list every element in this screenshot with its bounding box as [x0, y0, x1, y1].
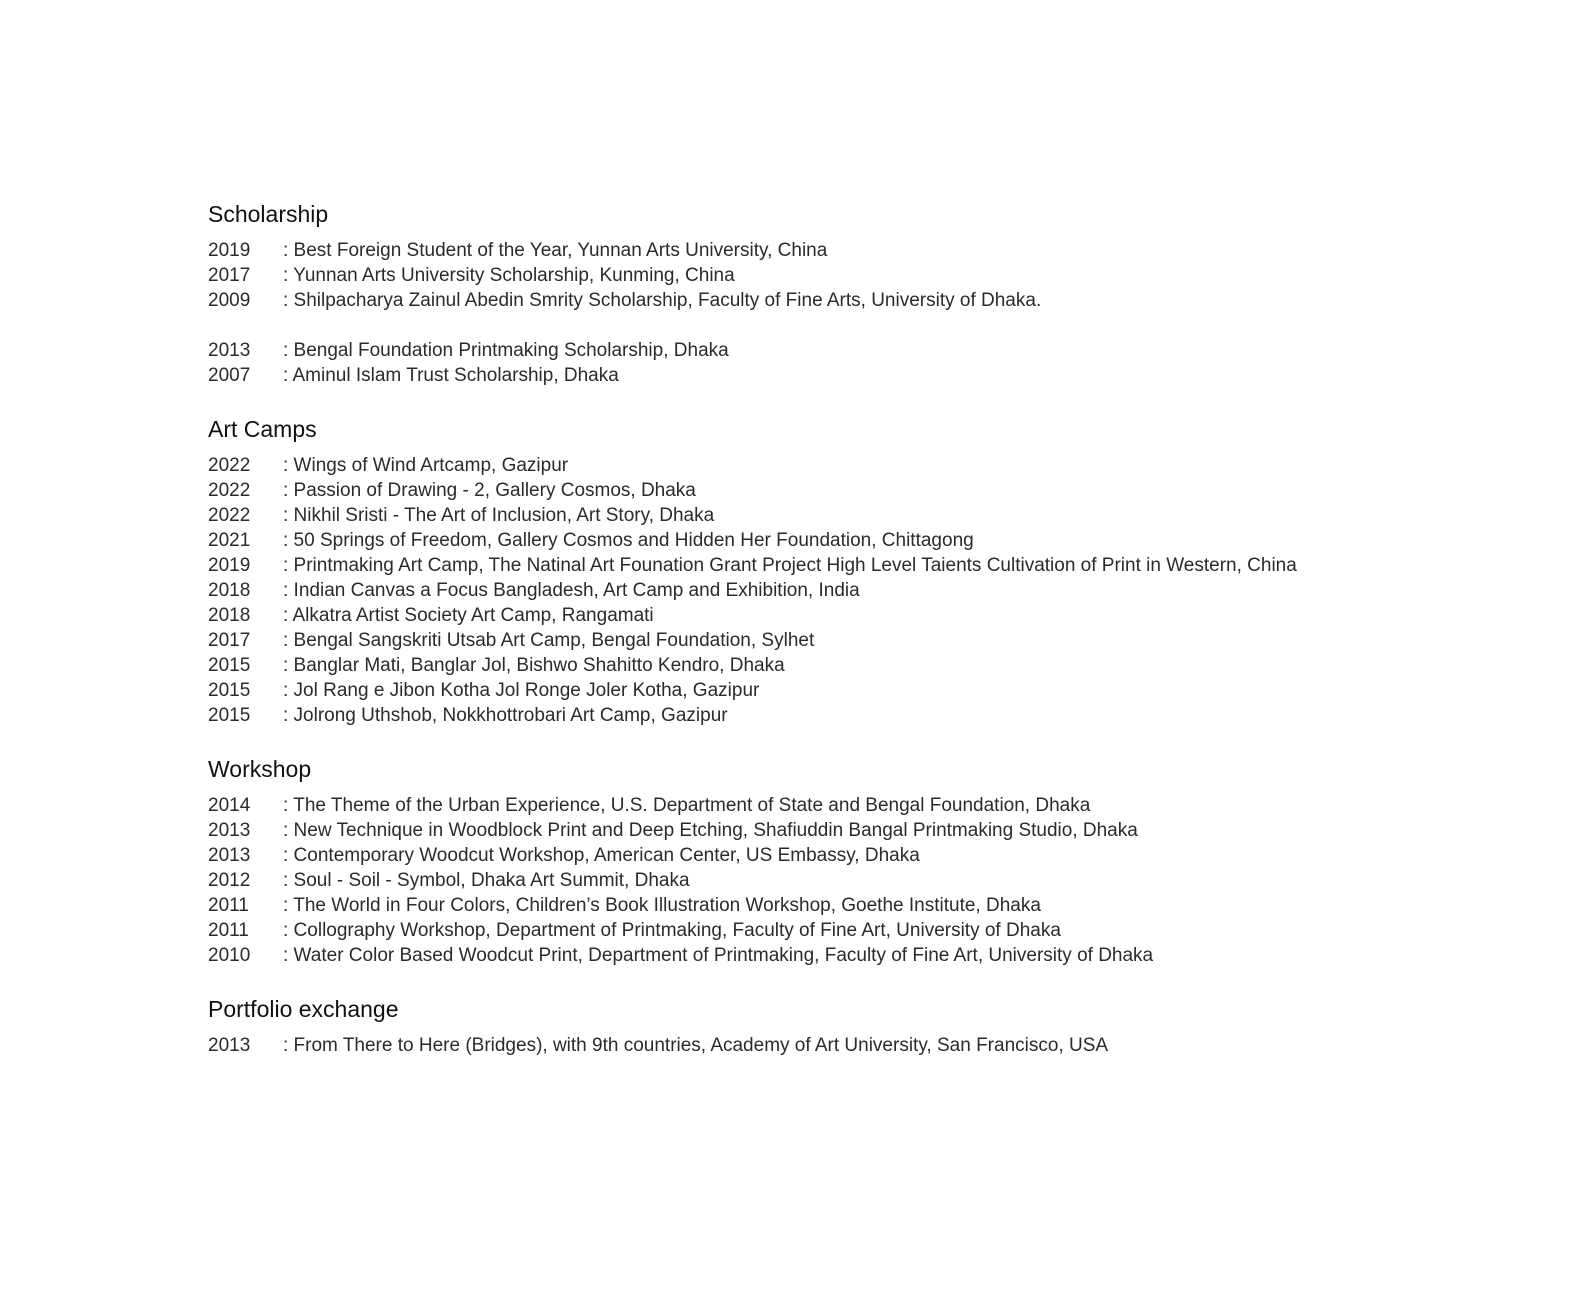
entry-year: 2007: [208, 365, 251, 386]
entry-year: 2018: [208, 605, 251, 626]
entry-text: : Soul - Soil - Symbol, Dhaka Art Summit, Dhaka: [283, 870, 690, 891]
list-item: [208, 653, 1508, 678]
entry-text: : Bengal Foundation Printmaking Scholarship, Dhaka: [283, 340, 729, 361]
list-item: [208, 363, 1508, 388]
entry-year: 2021: [208, 530, 251, 551]
list-item: [208, 478, 1508, 503]
section-title-workshop: Workshop: [208, 756, 312, 782]
section-portfolio-exchange: [208, 994, 1508, 1058]
list-item: [208, 678, 1508, 703]
entry-year: 2015: [208, 655, 251, 676]
list-item: [208, 868, 1508, 893]
list-item: [208, 603, 1508, 628]
entry-year: 2015: [208, 680, 251, 701]
entry-text: : Passion of Drawing - 2, Gallery Cosmos, Dhaka: [283, 480, 696, 501]
entry-year: 2022: [208, 480, 251, 501]
entry-text: : Indian Canvas a Focus Bangladesh, Art Camp and Exhibition, India: [283, 580, 860, 601]
entry-text: : Water Color Based Woodcut Print, Department of Printmaking, Faculty of Fine Art, University of Dhaka: [283, 945, 1154, 966]
entry-year: 2022: [208, 455, 251, 476]
entry-text: : From There to Here (Bridges), with 9th countries, Academy of Art University, San Francisco, USA: [283, 1035, 1109, 1056]
entry-year: 2012: [208, 870, 251, 891]
entry-year: 2009: [208, 290, 251, 311]
entry-year: 2010: [208, 945, 251, 966]
entry-year: 2017: [208, 265, 251, 286]
list-item: [208, 893, 1508, 918]
section-title-art-camps: Art Camps: [208, 416, 317, 442]
entry-text: : Banglar Mati, Banglar Jol, Bishwo Shahitto Kendro, Dhaka: [283, 655, 785, 676]
entry-text: : New Technique in Woodblock Print and Deep Etching, Shafiuddin Bangal Printmaking Studio, Dhaka: [283, 820, 1138, 841]
entry-text: : Bengal Sangskriti Utsab Art Camp, Bengal Foundation, Sylhet: [283, 630, 815, 651]
workshop-list: [208, 793, 1508, 968]
entry-year: 2022: [208, 505, 251, 526]
section-gap: [208, 728, 1508, 754]
entry-text: : Aminul Islam Trust Scholarship, Dhaka: [283, 365, 619, 386]
entry-year: 2013: [208, 845, 251, 866]
list-item: [208, 918, 1508, 943]
entry-text: : Printmaking Art Camp, The Natinal Art Founation Grant Project High Level Taients Cultivation of Print in Western, China: [283, 555, 1297, 576]
entry-text: : The World in Four Colors, Children’s Book Illustration Workshop, Goethe Institute, Dhaka: [283, 895, 1041, 916]
entry-text: : Yunnan Arts University Scholarship, Kunming, China: [283, 265, 735, 286]
entry-text: : Best Foreign Student of the Year, Yunnan Arts University, China: [283, 240, 828, 261]
entry-year: 2019: [208, 240, 251, 261]
section-gap: [208, 968, 1508, 994]
entry-year: 2018: [208, 580, 251, 601]
entry-year: 2013: [208, 1035, 251, 1056]
section-title-scholarship: Scholarship: [208, 201, 329, 227]
blank-line: [208, 313, 1508, 338]
list-item: [208, 943, 1508, 968]
entry-text: : The Theme of the Urban Experience, U.S. Department of State and Bengal Foundation, Dhaka: [283, 795, 1091, 816]
portfolio-exchange-list: [208, 1033, 1508, 1058]
entry-text: : Nikhil Sristi - The Art of Inclusion, Art Story, Dhaka: [283, 505, 715, 526]
entry-year: 2015: [208, 705, 251, 726]
section-gap: [208, 388, 1508, 414]
entry-text: : Contemporary Woodcut Workshop, American Center, US Embassy, Dhaka: [283, 845, 920, 866]
list-item: [208, 628, 1508, 653]
section-scholarship: [208, 199, 1508, 388]
list-item: [208, 528, 1508, 553]
section-art-camps: [208, 414, 1508, 728]
entry-text: : Jol Rang e Jibon Kotha Jol Ronge Joler Kotha, Gazipur: [283, 680, 760, 701]
list-item: [208, 703, 1508, 728]
list-item: [208, 578, 1508, 603]
entry-text: : Collography Workshop, Department of Printmaking, Faculty of Fine Art, University of Dhaka: [283, 920, 1061, 941]
list-item: [208, 288, 1508, 313]
list-item: [208, 818, 1508, 843]
entry-year: 2013: [208, 820, 251, 841]
list-item: [208, 503, 1508, 528]
scholarship-list: [208, 238, 1508, 388]
list-item: [208, 238, 1508, 263]
list-item: [208, 793, 1508, 818]
section-workshop: [208, 754, 1508, 968]
entry-year: 2019: [208, 555, 251, 576]
entry-year: 2017: [208, 630, 251, 651]
list-item: [208, 263, 1508, 288]
entry-text: : Alkatra Artist Society Art Camp, Rangamati: [283, 605, 654, 626]
entry-text: : 50 Springs of Freedom, Gallery Cosmos and Hidden Her Foundation, Chittagong: [283, 530, 974, 551]
list-item: [208, 453, 1508, 478]
entry-year: 2011: [208, 920, 249, 941]
entry-text: : Jolrong Uthshob, Nokkhottrobari Art Camp, Gazipur: [283, 705, 728, 726]
section-title-portfolio-exchange: Portfolio exchange: [208, 996, 399, 1022]
entry-year: 2013: [208, 340, 251, 361]
list-item: [208, 843, 1508, 868]
entry-text: : Wings of Wind Artcamp, Gazipur: [283, 455, 569, 476]
entry-year: 2011: [208, 895, 249, 916]
list-item: [208, 1033, 1508, 1058]
art-camps-list: [208, 453, 1508, 728]
list-item: [208, 338, 1508, 363]
entry-text: : Shilpacharya Zainul Abedin Smrity Scholarship, Faculty of Fine Arts, University of Dhaka.: [283, 290, 1042, 311]
entry-year: 2014: [208, 795, 251, 816]
list-item: [208, 553, 1508, 578]
cv-document: [208, 199, 1508, 1058]
